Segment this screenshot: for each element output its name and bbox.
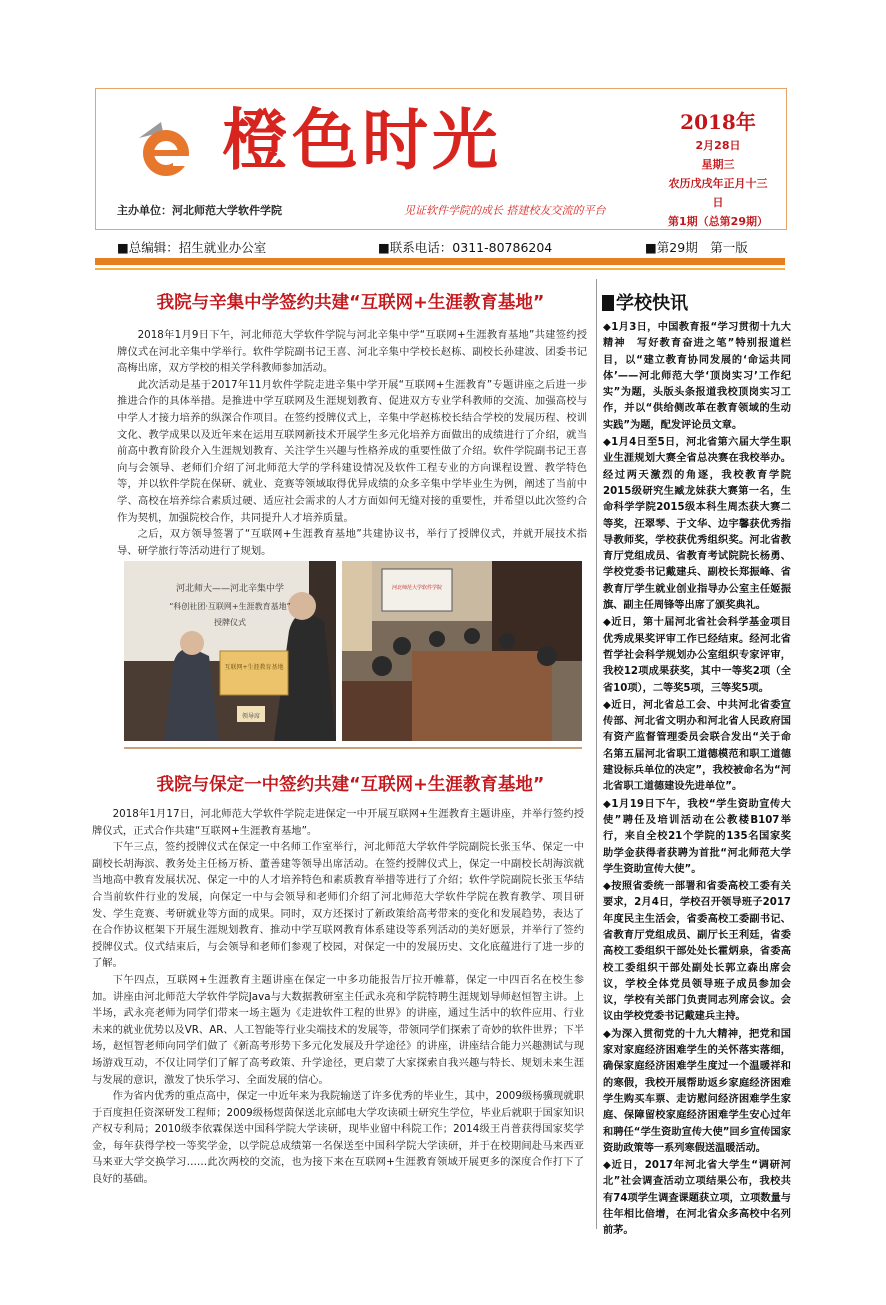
article-2-body <box>92 806 584 1188</box>
header-rule <box>95 258 785 265</box>
photo-1-banner-line-2: “科创社团·互联网+生涯教育基地” <box>169 602 291 611</box>
news-item: ◆按照省委统一部署和省委高校工委有关要求，2月4日，学校召开领导班子2017年度民主生活会，省委高校工委副书记、省教育厅党组成员、副厅长王利廷，省委高校工委组织干部处处长霍炳泉，省委高校工委组织干部处副处长郭立森出席会议，学校全体党员领导班子成员参加会议，学校有关部门负责同志列席会议。会议由学校党委书记戴建兵主持。 <box>603 881 791 1023</box>
news-item: ◆近日，河北省总工会、中共河北省委宣传部、河北省文明办和河北省人民政府国有资产监督管理委员会联合发出“关于命名第五届河北省职工道德模范和职工道德建设标兵单位的决定”，我校被命名为“河北省职工道德建设先进单位”。 <box>603 699 791 793</box>
news-item: ◆1月19日下午，我校“学生资助宣传大使”聘任及培训活动在公教楼B107举行，来自全校21个学院的135名国家奖助学金获得者获聘为首批“河北师范大学学生资助宣传大使”。 <box>603 798 791 875</box>
issue-year: 2018年 <box>680 110 756 134</box>
column-divider <box>596 279 597 1229</box>
photo-1-banner-line-3: 授牌仪式 <box>214 618 246 627</box>
lunar-date: 农历戊戌年正月十三日 <box>668 177 768 209</box>
news-item: ◆1月4日至5日，河北省第六届大学生职业生涯规划大赛全省总决赛在我校举办。经过两天激烈的角逐，我校教育学院2015级研究生臧龙妹获大赛第一名，生命科学学院2015级本科生周杰获大赛二等奖，汪翠琴、于文华、边宇馨获优秀指导教师奖，学校获优秀组织奖。河北省教育厅党组成员、省教育考试院院长杨勇、学校党委书记戴建兵、副校长郑振峰、省教育厅学生就业创业指导办公室主任姬振旗、副主任周锋等出席了颁奖典礼。 <box>603 437 791 612</box>
photo-1-plaque-text: 互联网+生涯教育基地 <box>224 664 284 671</box>
news-item: ◆1月3日，中国教育报“学习贯彻十九大精神 写好教育奋进之笔”特别报道栏目，以“建立教育协同发展的‘命运共同体’——河北师范大学‘顶岗实习’工作纪实”为题，头版头条报道我校顶岗实习工作，并以“供给侧改革在教育领域的生动实践”为题，配发评论员文章。 <box>603 322 791 431</box>
article-2-paragraph: 下午三点，签约授牌仪式在保定一中名师工作室举行，河北师范大学软件学院副院长张玉华、保定一中副校长胡海滨、教务处主任杨万桥、董善建等领导出席活动。在签约授牌仪式上，保定一中副校长胡海滨就当地高中教育发展状况、保定一中的人才培养特色和素质教育举措等进行了介绍；软件学院副院长张玉华结合当前软件行业的发展，向保定一中与会领导和老师们介绍了河北师范大学软件学院在教育教学、项目研发、学生竞赛、考研就业等方面的成果。同时，双方还探讨了新政策给高考带来的变化和发展趋势，表达了在合作协议框架下开展生涯规划教育、推动中学互联网教育体系建设等系列活动的美好愿景，并举行了签约授牌仪式。仪式结束后，与会领导和老师们参观了校园，对保定一中的发展历史、文化底蕴进行了进一步的了解。 <box>92 841 584 970</box>
meeting-room-photo <box>342 561 582 741</box>
newspaper-title: 橙色时光 <box>222 101 502 179</box>
news-item: ◆为深入贯彻党的十九大精神，把党和国家对家庭经济困难学生的关怀落实落细，确保家庭经济困难学生度过一个温暖祥和的寒假，我校开展帮助返乡家庭经济困难学生购买车票、走访慰问经济困难学生家庭、保障留校家庭经济困难学生安心过年和聘任“学生资助宣传大使”回乡宣传国家资助政策等一系列寒假送温暖活动。 <box>603 1028 791 1154</box>
news-list <box>603 320 791 1241</box>
article-1-paragraph: 之后，双方领导签署了“互联网+生涯教育基地”共建协议书，举行了授牌仪式，并就开展技术指导、研学旅行等活动进行了规划。 <box>117 528 587 557</box>
news-item: ◆近日，第十届河北省社会科学基金项目优秀成果奖评审工作已经结束。经河北省哲学社会科学规划办公室组织专家评审，我校12项成果获奖，其中一等奖2项（全省10项），二等奖5项，三等奖5项。 <box>603 617 791 694</box>
article-1-paragraph: 此次活动是基于2017年11月软件学院走进辛集中学开展“互联网+生涯教育”专题讲座之后进一步推进合作的具体举措。是推进中学互联网及生涯规划教育、促进双方专业学科教师的交流、加强高校与中学人才接力培养的纵深合作项目。在签约授牌仪式上，辛集中学赵栋校长结合学校的发展历程、校训文化、教学成果以及近年来在运用互联网新技术开展学生多元化培养方面做出的成绩进行了介绍，就当前高中教育阶段介入生涯规划教育、关注学生兴趣与性格养成的重要性做了介绍。软件学院副书记王喜向与会领导、老师们介绍了河北师范大学的学科建设情况及软件工程专业的方向课程设置、教学特色等，并以软件学院在保研、就业、竞赛等领域取得优异成绩的众多辛集中学毕业生为例，阐述了当前中学、高校在培养综合素质过硬、适应社会需求的人才方面如何无缝对接的重要性，并希望以此次签约合作为契机，加强院校合作，共同提升人才培养质量。 <box>117 378 587 524</box>
header-rule-thin <box>95 268 785 270</box>
issue-weekday: 星期三 <box>701 158 735 171</box>
photo-1-placard-text: 领导席 <box>241 713 261 720</box>
sponsor-label: 主办单位：河北师范大学软件学院 <box>117 204 282 217</box>
issue-date: 2月28日 <box>695 139 741 152</box>
editor-info: ■总编辑：招生就业办公室 <box>117 240 267 255</box>
article-1-headline-wrap <box>113 289 588 314</box>
article-1-body <box>117 327 587 559</box>
news-title-text: 学校快讯 <box>616 293 688 314</box>
article-1-paragraph: 2018年1月9日下午，河北师范大学软件学院与河北辛集中学“互联网+生涯教育基地”共建签约授牌仪式在河北辛集中学举行。软件学院副书记王喜、河北辛集中学校长赵栋、副校长孙建波、团委书记高梅出席，双方学校的相关学科教师参加活动。 <box>117 329 587 375</box>
article-2-headline: 我院与保定一中签约共建“互联网+生涯教育基地” <box>156 775 545 795</box>
edition-info: ■第29期 第一版 <box>645 240 748 255</box>
issue-date-block <box>666 108 770 231</box>
issue-number: 第1期（总第29期） <box>668 215 768 228</box>
slogan: 见证软件学院的成长 搭建校友交流的平台 <box>404 204 606 217</box>
square-bullet-icon <box>602 295 614 311</box>
news-item: ◆近日，2017年河北省大学生“调研河北”社会调查活动立项结果公布，我校共有74项学生调查课题获立项，立项数量与往年相比倍增，在河北省众多高校中名列前茅。 <box>603 1160 791 1237</box>
article-1-headline: 我院与辛集中学签约共建“互联网+生涯教育基地” <box>156 293 545 313</box>
article-2-paragraph: 作为省内优秀的重点高中，保定一中近年来为我院输送了许多优秀的毕业生，其中，2009级杨骥现就职于百度担任资深研发工程师；2009级杨煜茵保送北京邮电大学攻读硕士研究生学位，毕业后就职于国家知识产权专利局；2010级李依霖保送中国科学院大学读研，现毕业留中科院工作；2014级王肖普获得国家奖学金，每年获得学校一等奖学金，以学院总成绩第一名保送至中国科学院大学读研，并于在校期间赴马来西亚马来亚大学交换学习……此次两校的交流，也为接下来在互联网+生涯教育领域开展更多的深度合作打下了良好的基础。 <box>92 1090 584 1186</box>
article-2-headline-wrap <box>113 771 588 796</box>
newspaper-logo-icon <box>133 118 195 180</box>
news-section-title <box>602 289 688 315</box>
photo-divider <box>124 747 582 749</box>
phone-info: ■联系电话：0311-80786204 <box>378 240 553 255</box>
photo-2-screen-text: 河北师范大学软件学院 <box>391 585 443 591</box>
signing-ceremony-photo <box>124 561 336 741</box>
article-2-paragraph: 下午四点，互联网+生涯教育主题讲座在保定一中多功能报告厅拉开帷幕，保定一中四百名在校生参加。讲座由河北师范大学软件学院Java与大数据教研室主任武永亮和学院特聘生涯规划导师赵恒智主讲。上半场，武永亮老师为同学们带来一场主题为《走进软件工程的世界》的讲座，通过生活中的软件应用、行业未来的就业优势以及VR、AR、人工智能等行业尖端技术的发展等，带领同学们探索了奇妙的软件世界；下半场，赵恒智老师向同学们做了《新高考形势下多元化发展及升学途径》的讲座，讲座结合能力兴趣测试与现场游戏互动，不仅让同学们了解了高考政策、升学途径，更启蒙了大家探索自我兴趣与特长、规划未来生涯与发展的意识，激发了快乐学习、全面发展的信心。 <box>92 973 584 1086</box>
article-2-paragraph: 2018年1月17日，河北师范大学软件学院走进保定一中开展互联网+生涯教育主题讲座，并举行签约授牌仪式，正式合作共建“互联网+生涯教育基地”。 <box>92 808 584 837</box>
photo-1-banner-line-1: 河北师大——河北辛集中学 <box>175 584 285 594</box>
